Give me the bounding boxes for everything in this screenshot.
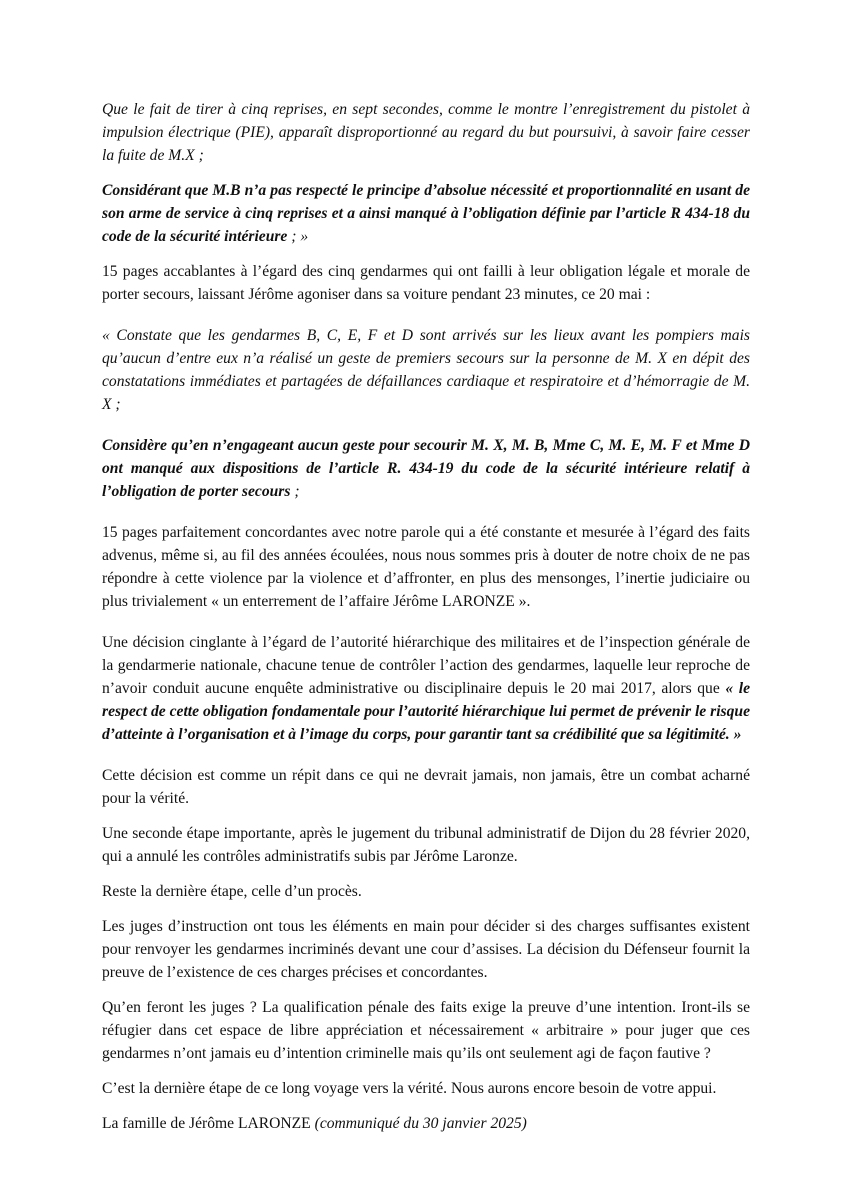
- para-derniere-etape: [102, 880, 750, 903]
- para-derniere-etape-text: Reste la dernière étape, celle d’un procès.: [102, 883, 362, 900]
- signature-note: (communiqué du 30 janvier 2025): [314, 1115, 527, 1132]
- para-15-pages-accablantes-text: 15 pages accablantes à l’égard des cinq gendarmes qui ont failli à leur obligation légale et morale de porter secours, laissant Jérôme agoniser dans sa voiture pendant 23 minutes, ce 20 mai :: [102, 263, 750, 303]
- para-decision-cinglante-emphasis: « le respect de cette obligation fondamentale pour l’autorité hiérarchique lui permet de prévenir le risque d’atteinte à l’organisation et à l’image du corps, pour garantir tant sa crédibilité que sa légitimité. »: [102, 680, 750, 743]
- para-decision-cinglante: [102, 631, 750, 746]
- para-15-pages-concordantes: [102, 521, 750, 613]
- quote-disproportion-text: Que le fait de tirer à cinq reprises, en sept secondes, comme le montre l’enregistrement du pistolet à impulsion électrique (PIE), apparaît disproportionné au regard du but poursuivi, à savoir faire cesser la fuite de M.X ;: [102, 101, 750, 164]
- quote-considerant: [102, 179, 750, 248]
- para-juges-instruction: [102, 915, 750, 984]
- quote-constate-text: « Constate que les gendarmes B, C, E, F et D sont arrivés sur les lieux avant les pompiers mais qu’aucun d’entre eux n’a réalisé un geste de premiers secours sur la personne de M. X en dépit des constatations immédiates et partagées de défaillances cardiaque et respiratoire et d’hémorragie de M. X ;: [102, 327, 750, 413]
- para-15-pages-accablantes: [102, 260, 750, 306]
- signature: [102, 1112, 750, 1135]
- para-decision-cinglante-text: Une décision cinglante à l’égard de l’autorité hiérarchique des militaires et de l’inspection générale de la gendarmerie nationale, chacune tenue de contrôler l’action des gendarmes, laquelle leur reproche de n’avoir conduit aucune enquête administrative ou disciplinaire depuis le 20 mai 2017, alors que: [102, 634, 750, 697]
- para-repit: [102, 764, 750, 810]
- para-long-voyage: [102, 1077, 750, 1100]
- quote-considere-text: Considère qu’en n’engageant aucun geste pour secourir M. X, M. B, Mme C, M. E, M. F et Mme D ont manqué aux dispositions de l’article R. 434-19 du code de la sécurité intérieure relatif à l’obligation de porter secours: [102, 437, 750, 500]
- para-qu-en-feront: [102, 996, 750, 1065]
- para-repit-text: Cette décision est comme un répit dans ce qui ne devrait jamais, non jamais, être un combat acharné pour la vérité.: [102, 767, 750, 807]
- quote-constate: [102, 324, 750, 416]
- para-qu-en-feront-text: Qu’en feront les juges ? La qualification pénale des faits exige la preuve d’une intention. Iront-ils se réfugier dans cet espace de libre appréciation et nécessairement « arbitraire » pour juger que ces gendarmes n’ont jamais eu d’intention criminelle mais qu’ils ont seulement agi de façon fautive ?: [102, 999, 750, 1062]
- para-seconde-etape: [102, 822, 750, 868]
- quote-disproportion: [102, 98, 750, 167]
- quote-considerant-text: Considérant que M.B n’a pas respecté le principe d’absolue nécessité et proportionnalité en usant de son arme de service à cinq reprises et a ainsi manqué à l’obligation définie par l’article R 434-18 du code de la sécurité intérieure: [102, 182, 750, 245]
- para-long-voyage-text: C’est la dernière étape de ce long voyage vers la vérité. Nous aurons encore besoin de votre appui.: [102, 1080, 717, 1097]
- quote-considere: [102, 434, 750, 503]
- document-page: [102, 98, 750, 1147]
- quote-considerant-tail: ; »: [287, 228, 309, 245]
- signature-text: La famille de Jérôme LARONZE: [102, 1115, 315, 1132]
- para-15-pages-concordantes-text: 15 pages parfaitement concordantes avec notre parole qui a été constante et mesurée à l’égard des faits advenus, même si, au fil des années écoulées, nous nous sommes pris à douter de notre choix de ne pas répondre à cette violence par la violence et d’affronter, en plus des mensonges, l’inertie judiciaire ou plus trivialement « un enterrement de l’affaire Jérôme LARONZE ».: [102, 524, 750, 610]
- para-seconde-etape-text: Une seconde étape importante, après le jugement du tribunal administratif de Dijon du 28 février 2020, qui a annulé les contrôles administratifs subis par Jérôme Laronze.: [102, 825, 750, 865]
- quote-considere-tail: ;: [290, 483, 300, 500]
- para-juges-instruction-text: Les juges d’instruction ont tous les éléments en main pour décider si des charges suffisantes existent pour renvoyer les gendarmes incriminés devant une cour d’assises. La décision du Défenseur fournit la preuve de l’existence de ces charges précises et concordantes.: [102, 918, 750, 981]
